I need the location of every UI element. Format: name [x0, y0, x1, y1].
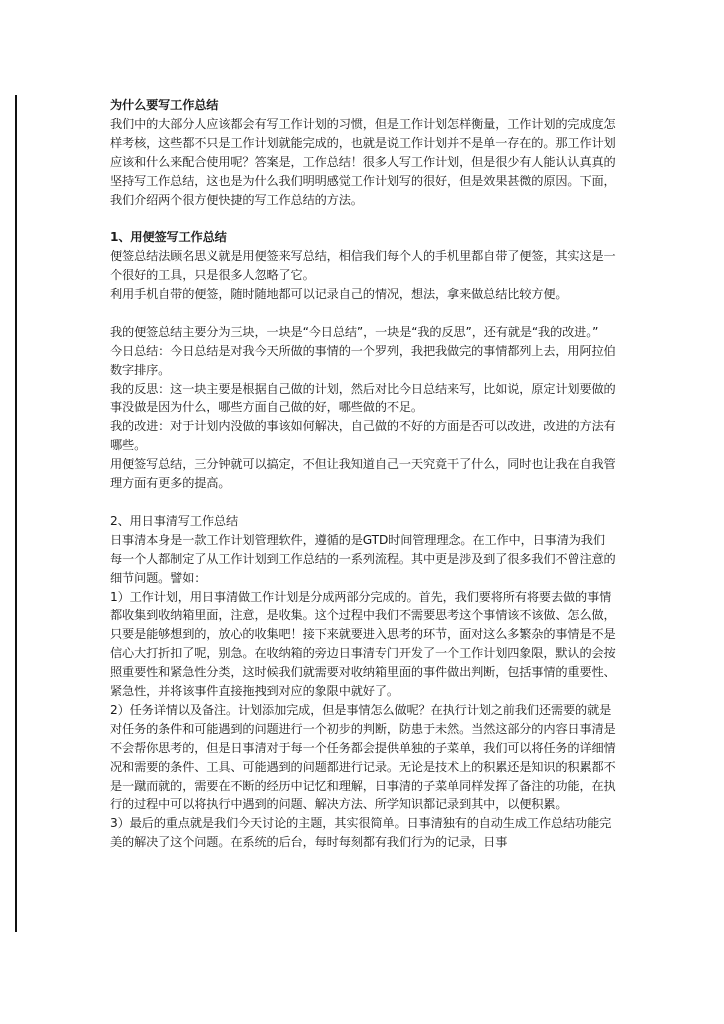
section-heading: 2、用日事清写工作总结 [110, 513, 238, 528]
paragraph: 3）最后的重点就是我们今天讨论的主题，其实很简单。日事清独有的自动生成工作总结功能完美的解决了这个问题。在系统的后台，每时每刻都有我们行为的记录，日事 [110, 816, 612, 850]
paragraph: 我们中的大部分人应该都会有写工作计划的习惯，但是工作计划怎样衡量，工作计划的完成度怎样考核，这些都不只是工作计划就能完成的，也就是说工作计划并不是单一存在的。那工作计划应该和什么来配合使用呢？答案是，工作总结！很多人写工作计划，但是很少有人能认认真真的坚持写工作总结，这也是为什么我们明明感觉工作计划写的很好，但是效果甚微的原因。下面，我们介绍两个很方便快捷的写工作总结的方法。 [110, 116, 616, 207]
section-heading: 1、用便签写工作总结 [110, 230, 227, 245]
section-heading: 为什么要写工作总结 [110, 98, 219, 112]
paragraph: 利用手机自带的便签，随时随地都可以记录自己的情况，想法，拿来做总结比较方便。 [110, 287, 568, 302]
paragraph: 1）工作计划，用日事清做工作计划是分成两部分完成的。首先，我们要将所有将要去做的事情都收集到收纳箱里面，注意，是收集。这个过程中我们不需要思考这个事情该不该做、怎么做，只要是能够想到的，放心的收集吧！接下来就要进入思考的环节，面对这么多繁杂的事情是不是信心大打折扣了呢，别急。在收纳箱的旁边日事清专门开发了一个工作计划四象限，默认的会按照重要性和紧急性分类，这时候我们就需要对收纳箱里面的事件做出判断，包括事情的重要性、紧急性，并将该事件直接拖拽到对应的象限中就好了。 [110, 589, 616, 699]
paragraph: 用便签写总结，三分钟就可以搞定，不但让我知道自己一天究竟干了什么，同时也让我在自我管理方面有更多的提高。 [110, 457, 616, 491]
paragraph: 我的改进：对于计划内没做的事该如何解决，自己做的不好的方面是否可以改进，改进的方法有哪些。 [110, 419, 616, 453]
paragraph: 我的反思：这一块主要是根据自己做的计划，然后对比今日总结来写，比如说，原定计划要做的事没做是因为什么，哪些方面自己做的好，哪些做的不足。 [110, 381, 616, 415]
left-margin-rule [15, 95, 17, 932]
paragraph: 便签总结法顾名思义就是用便签来写总结，相信我们每个人的手机里都自带了便签，其实这是一个很好的工具，只是很多人忽略了它。 [110, 249, 616, 283]
spacer [110, 493, 616, 512]
paragraph: 我的便签总结主要分为三块，一块是“今日总结”，一块是“我的反思”，还有就是“我的改进。” [110, 324, 599, 339]
document-body [110, 96, 616, 852]
paragraph: 日事清本身是一款工作计划管理软件，遵循的是GTD时间管理理念。在工作中，日事清为我们每一个人都制定了从工作计划到工作总结的一系列流程。其中更是涉及到了很多我们不曾注意的细节问题。譬如： [110, 532, 616, 585]
paragraph: 2）任务详情以及备注。计划添加完成，但是事情怎么做呢？在执行计划之前我们还需要的就是对任务的条件和可能遇到的问题进行一个初步的判断，防患于未然。当然这部分的内容日事清是不会帮你思考的，但是日事清对于每一个任务都会提供单独的子菜单，我们可以将任务的详细情况和需要的条件、工具、可能遇到的问题都进行记录。无论是技术上的积累还是知识的积累都不是一蹴而就的，需要在不断的经历中记忆和理解，日事清的子菜单同样发挥了备注的功能，在执行的过程中可以将执行中遇到的问题、解决方法、所学知识都记录到其中，以便积累。 [110, 702, 616, 812]
paragraph: 今日总结：今日总结是对我今天所做的事情的一个罗列，我把我做完的事情都列上去，用阿拉伯数字排序。 [110, 343, 616, 377]
spacer [110, 209, 616, 228]
spacer [110, 304, 616, 323]
